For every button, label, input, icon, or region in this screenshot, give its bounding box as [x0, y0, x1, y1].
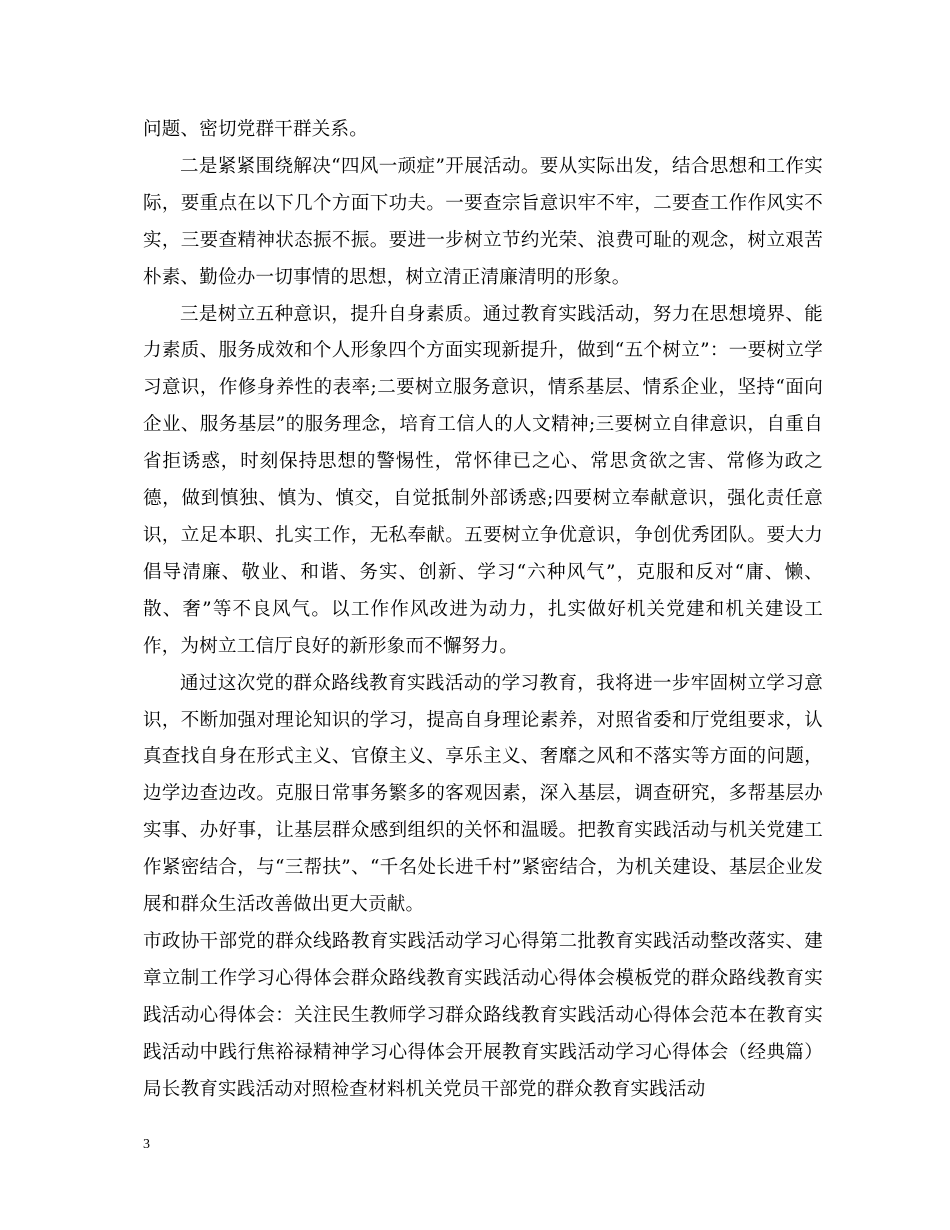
- paragraph-continuation: 问题、密切党群干群关系。: [143, 119, 369, 140]
- paragraph-conclusion: 通过这次党的群众路线教育实践活动的学习教育，我将进一步牢固树立学习意识，不断加强对理论知识的学习，提高自身理论素养，对照省委和厅党组要求，认真查找自身在形式主义、官僚主义、享乐主义、奢靡之风和不落实等方面的问题，边学边查边改。克服日常事务繁多的客观因素，深入基层，调查研究，多帮基层办实事、办好事，让基层群众感到组织的关怀和温暖。把教育实践活动与机关党建工作紧密结合，与“三帮扶”、“千名处长进千村”紧密结合，为机关建设、基层企业发展和群众生活改善做出更大贡献。: [143, 672, 823, 916]
- paragraph-four-winds: 二是紧紧围绕解决“四风一顽症”开展活动。要从实际出发，结合思想和工作实际，要重点在以下几个方面下功夫。一要查宗旨意识牢不牢，二要查工作作风实不实，三要查精神状态振不振。要进一步树立节约光荣、浪费可耻的观念，树立艰苦朴素、勤俭办一切事情的思想，树立清正清廉清明的形象。: [143, 155, 823, 288]
- page-number: 3: [143, 1137, 150, 1152]
- document-body: [143, 112, 823, 1108]
- related-articles-list: 市政协干部党的群众线路教育实践活动学习心得第二批教育实践活动整改落实、建章立制工作学习心得体会群众路线教育实践活动心得体会模板党的群众路线教育实践活动心得体会：关注民生教师学习群众路线教育实践活动心得体会范本在教育实践活动中践行焦裕禄精神学习心得体会开展教育实践活动学习心得体会（经典篇）局长教育实践活动对照检查材料机关党员干部党的群众教育实践活动: [143, 930, 823, 1100]
- paragraph-five-awareness: 三是树立五种意识，提升自身素质。通过教育实践活动，努力在思想境界、能力素质、服务成效和个人形象四个方面实现新提升，做到“五个树立”：一要树立学习意识，作修身养性的表率;二要树立服务意识，情系基层、情系企业，坚持“面向企业、服务基层”的服务理念，培育工信人的人文精神;三要树立自律意识，自重自省拒诱惑，时刻保持思想的警惕性，常怀律已之心、常思贪欲之害、常修为政之德，做到慎独、慎为、慎交，自觉抵制外部诱惑;四要树立奉献意识，强化责任意识，立足本职、扎实工作，无私奉献。五要树立争优意识，争创优秀团队。要大力倡导清廉、敬业、和谐、务实、创新、学习“六种风气”，克服和反对“庸、懒、散、奢”等不良风气。以工作作风改进为动力，扎实做好机关党建和机关建设工作，为树立工信厅良好的新形象而不懈努力。: [143, 303, 823, 657]
